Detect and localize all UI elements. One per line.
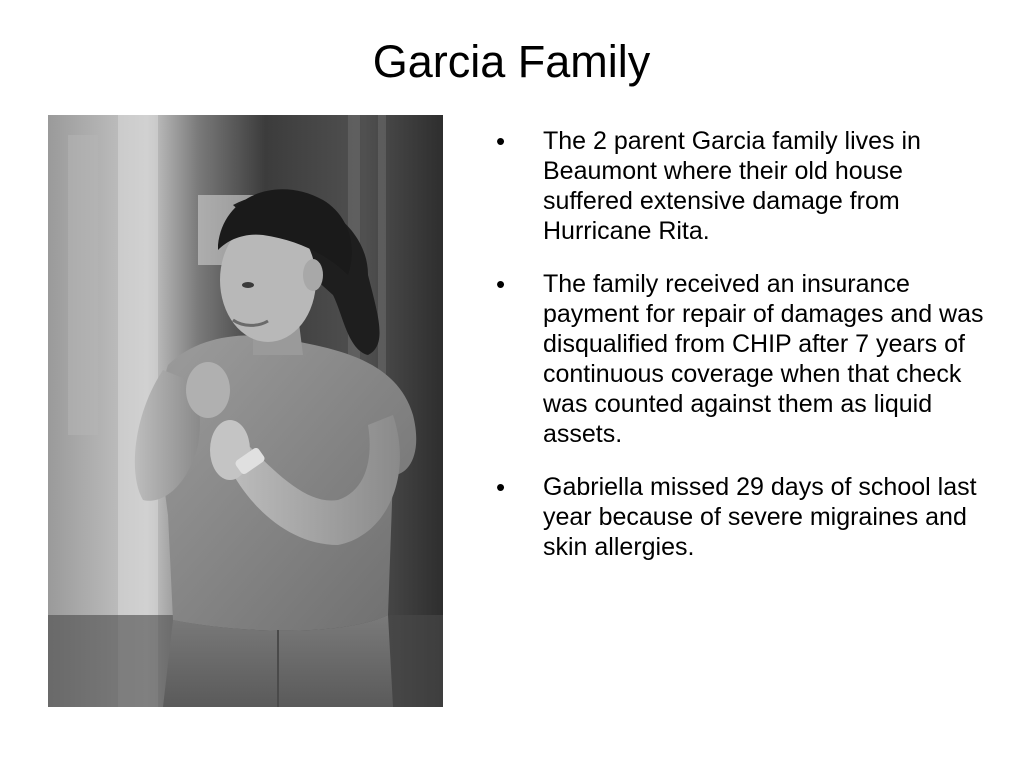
photo bbox=[48, 115, 443, 707]
bullet-text: The 2 parent Garcia family lives in Beaumont where their old house suffered extensive damage from Hurricane Rita. bbox=[543, 127, 921, 245]
bullet-icon: • bbox=[496, 472, 506, 502]
bullet-text: Gabriella missed 29 days of school last year because of severe migraines and skin allergies. bbox=[543, 473, 977, 561]
bullet-icon: • bbox=[496, 269, 506, 299]
photo-girl-icon bbox=[48, 115, 443, 707]
bullet-item bbox=[496, 126, 986, 246]
bullet-list bbox=[496, 126, 986, 585]
bullet-item bbox=[496, 472, 986, 562]
bullet-text: The family received an insurance payment for repair of damages and was disqualified from CHIP after 7 years of continuous coverage when that check was counted against them as liquid assets. bbox=[543, 270, 984, 448]
bullet-item bbox=[496, 269, 986, 449]
bullet-icon: • bbox=[496, 126, 506, 156]
slide-title: Garcia Family bbox=[372, 36, 651, 87]
